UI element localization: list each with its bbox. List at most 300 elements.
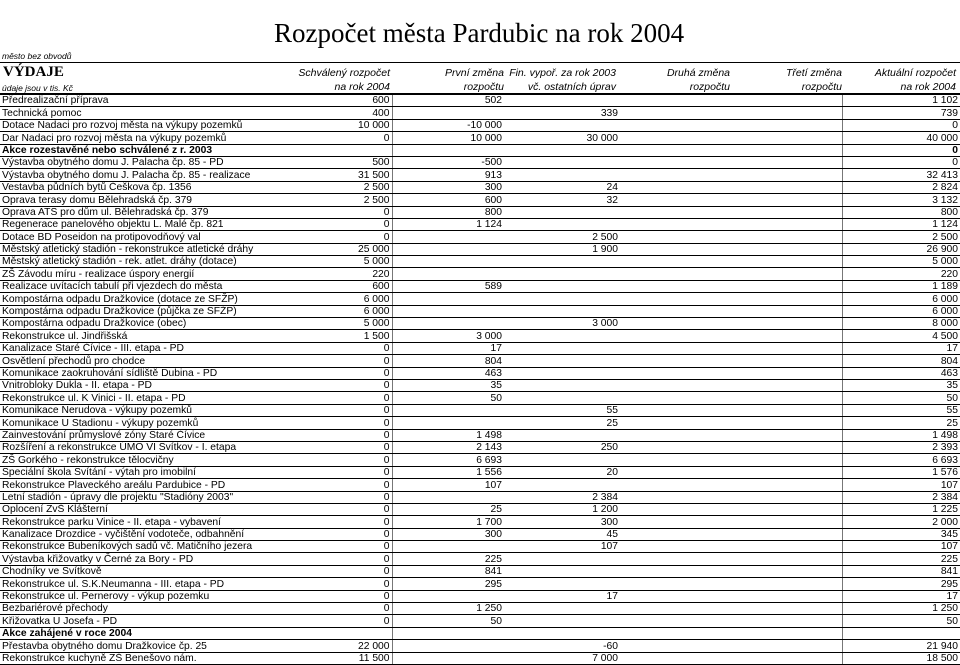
cell-col-1: 5 000 bbox=[270, 318, 392, 330]
cell-col-2: 3 000 bbox=[392, 330, 504, 342]
row-label: Dar Nadaci pro rozvoj města na výkupy pozemků bbox=[0, 132, 270, 144]
cell-col-1: 1 500 bbox=[270, 330, 392, 342]
cell-col-4 bbox=[620, 318, 730, 330]
cell-col-1: 0 bbox=[270, 503, 392, 515]
cell-col-2: 107 bbox=[392, 479, 504, 491]
cell-col-2 bbox=[392, 640, 504, 652]
cell-col-2: 589 bbox=[392, 280, 504, 292]
cell-col-2 bbox=[392, 243, 504, 255]
cell-col-6: 345 bbox=[842, 528, 960, 540]
cell-col-6: 55 bbox=[842, 404, 960, 416]
cell-col-2 bbox=[392, 107, 504, 119]
row-label: Vnitrobloky Dukla - II. etapa - PD bbox=[0, 379, 270, 391]
cell-col-6: 2 824 bbox=[842, 181, 960, 193]
row-label: Předrealizační příprava bbox=[0, 95, 270, 107]
cell-col-2 bbox=[392, 491, 504, 503]
row-label: Technická pomoc bbox=[0, 107, 270, 119]
cell-col-6: 1 124 bbox=[842, 218, 960, 230]
cell-col-4 bbox=[620, 355, 730, 367]
cell-col-4 bbox=[620, 528, 730, 540]
table-row bbox=[0, 342, 960, 354]
cell-col-3 bbox=[504, 553, 620, 565]
table-row bbox=[0, 107, 960, 119]
cell-col-4 bbox=[620, 330, 730, 342]
budget-table-body bbox=[0, 95, 960, 664]
cell-col-3: 300 bbox=[504, 516, 620, 528]
cell-col-6: 220 bbox=[842, 268, 960, 280]
col-header-5-line1: Třetí změna bbox=[785, 67, 842, 79]
cell-col-3: -60 bbox=[504, 640, 620, 652]
cell-col-3 bbox=[504, 95, 620, 107]
scope-note: město bez obvodů bbox=[2, 51, 72, 61]
cell-col-6: 107 bbox=[842, 479, 960, 491]
cell-col-5 bbox=[730, 640, 842, 652]
cell-col-4 bbox=[620, 194, 730, 206]
table-row bbox=[0, 528, 960, 540]
row-label: Městský atletický stadión - rekonstrukce atletické dráhy bbox=[0, 243, 270, 255]
cell-col-3: 1 200 bbox=[504, 503, 620, 515]
row-label: Rekonstrukce ul. K Vinici - II. etapa - PD bbox=[0, 392, 270, 404]
table-row bbox=[0, 392, 960, 404]
cell-col-5 bbox=[730, 578, 842, 590]
cell-col-1: 600 bbox=[270, 95, 392, 107]
cell-col-2 bbox=[392, 305, 504, 317]
row-label: Kompostárna odpadu Dražkovice (dotace ze SFŽP) bbox=[0, 293, 270, 305]
cell-col-3: 25 bbox=[504, 417, 620, 429]
cell-col-5 bbox=[730, 280, 842, 292]
cell-col-4 bbox=[620, 590, 730, 602]
table-row bbox=[0, 565, 960, 577]
cell-col-2: 1 124 bbox=[392, 218, 504, 230]
col-header-3-line1: Fin. vypoř. za rok 2003 bbox=[509, 67, 616, 79]
cell-col-4 bbox=[620, 615, 730, 627]
cell-col-6: 1 576 bbox=[842, 466, 960, 478]
cell-col-3 bbox=[504, 256, 620, 268]
cell-col-1: 0 bbox=[270, 541, 392, 553]
cell-col-5 bbox=[730, 565, 842, 577]
units-note: údaje jsou v tis. Kč bbox=[2, 83, 73, 93]
cell-col-1: 0 bbox=[270, 367, 392, 379]
cell-col-6: 5 000 bbox=[842, 256, 960, 268]
row-label: Komunikace Nerudova - výkupy pozemků bbox=[0, 404, 270, 416]
cell-col-4 bbox=[620, 342, 730, 354]
cell-col-5 bbox=[730, 144, 842, 156]
cell-col-5 bbox=[730, 107, 842, 119]
cell-col-2 bbox=[392, 231, 504, 243]
cell-col-3: 1 900 bbox=[504, 243, 620, 255]
cell-col-1: 0 bbox=[270, 615, 392, 627]
cell-col-5 bbox=[730, 169, 842, 181]
cell-col-5 bbox=[730, 404, 842, 416]
cell-col-2: 2 143 bbox=[392, 441, 504, 453]
table-row bbox=[0, 194, 960, 206]
cell-col-2 bbox=[392, 318, 504, 330]
cell-col-4 bbox=[620, 305, 730, 317]
row-label: Oprava terasy domu Bělehradská čp. 379 bbox=[0, 194, 270, 206]
row-label: Chodníky ve Svítkově bbox=[0, 565, 270, 577]
cell-col-3 bbox=[504, 169, 620, 181]
cell-col-5 bbox=[730, 441, 842, 453]
table-row bbox=[0, 280, 960, 292]
cell-col-6: 6 693 bbox=[842, 454, 960, 466]
cell-col-1: 0 bbox=[270, 132, 392, 144]
row-label: Rekonstrukce ul. S.K.Neumanna - III. etapa - PD bbox=[0, 578, 270, 590]
cell-col-3: 250 bbox=[504, 441, 620, 453]
cell-col-5 bbox=[730, 330, 842, 342]
cell-col-1: 0 bbox=[270, 479, 392, 491]
cell-col-3 bbox=[504, 156, 620, 168]
cell-col-4 bbox=[620, 466, 730, 478]
cell-col-3: 45 bbox=[504, 528, 620, 540]
row-label: Akce zahájené v roce 2004 bbox=[0, 627, 270, 639]
row-label: Rozšíření a rekonstrukce ÚMO VI Svítkov - I. etapa bbox=[0, 441, 270, 453]
cell-col-6: 21 940 bbox=[842, 640, 960, 652]
cell-col-4 bbox=[620, 181, 730, 193]
cell-col-1: 400 bbox=[270, 107, 392, 119]
cell-col-3 bbox=[504, 119, 620, 131]
cell-col-3 bbox=[504, 144, 620, 156]
cell-col-2 bbox=[392, 417, 504, 429]
cell-col-6: 2 000 bbox=[842, 516, 960, 528]
table-row bbox=[0, 441, 960, 453]
cell-col-2 bbox=[392, 590, 504, 602]
cell-col-4 bbox=[620, 95, 730, 107]
cell-col-3 bbox=[504, 355, 620, 367]
cell-col-2: 10 000 bbox=[392, 132, 504, 144]
row-label: ZŠ Závodu míru - realizace úspory energií bbox=[0, 268, 270, 280]
cell-col-4 bbox=[620, 231, 730, 243]
table-row bbox=[0, 231, 960, 243]
cell-col-2: 6 693 bbox=[392, 454, 504, 466]
cell-col-1: 0 bbox=[270, 404, 392, 416]
cell-col-2 bbox=[392, 541, 504, 553]
cell-col-4 bbox=[620, 479, 730, 491]
cell-col-3: 17 bbox=[504, 590, 620, 602]
cell-col-3 bbox=[504, 342, 620, 354]
cell-col-4 bbox=[620, 441, 730, 453]
cell-col-4 bbox=[620, 516, 730, 528]
cell-col-4 bbox=[620, 280, 730, 292]
table-row bbox=[0, 367, 960, 379]
cell-col-1: 0 bbox=[270, 429, 392, 441]
cell-col-3 bbox=[504, 379, 620, 391]
cell-col-1: 0 bbox=[270, 392, 392, 404]
cell-col-4 bbox=[620, 206, 730, 218]
table-row bbox=[0, 144, 960, 156]
col-header-5-line2: rozpočtu bbox=[801, 81, 842, 93]
row-label: Akce rozestavěné nebo schválené z r. 2003 bbox=[0, 144, 270, 156]
cell-col-5 bbox=[730, 132, 842, 144]
cell-col-3: 107 bbox=[504, 541, 620, 553]
cell-col-5 bbox=[730, 429, 842, 441]
cell-col-4 bbox=[620, 268, 730, 280]
cell-col-5 bbox=[730, 652, 842, 664]
cell-col-1: 2 500 bbox=[270, 181, 392, 193]
cell-col-4 bbox=[620, 293, 730, 305]
cell-col-2: 300 bbox=[392, 528, 504, 540]
cell-col-3: 20 bbox=[504, 466, 620, 478]
cell-col-4 bbox=[620, 404, 730, 416]
row-label: Dotace Nadaci pro rozvoj města na výkupy pozemků bbox=[0, 119, 270, 131]
cell-col-3 bbox=[504, 330, 620, 342]
cell-col-1: 0 bbox=[270, 231, 392, 243]
cell-col-2: 1 700 bbox=[392, 516, 504, 528]
table-row bbox=[0, 466, 960, 478]
cell-col-3: 3 000 bbox=[504, 318, 620, 330]
cell-col-4 bbox=[620, 627, 730, 639]
cell-col-5 bbox=[730, 454, 842, 466]
row-label: Vestavba půdních bytů Češkova čp. 1356 bbox=[0, 181, 270, 193]
cell-col-6: 2 500 bbox=[842, 231, 960, 243]
table-row bbox=[0, 293, 960, 305]
table-row bbox=[0, 454, 960, 466]
cell-col-2: 804 bbox=[392, 355, 504, 367]
cell-col-4 bbox=[620, 417, 730, 429]
page-title: Rozpočet města Pardubic na rok 2004 bbox=[274, 18, 685, 48]
cell-col-2: 25 bbox=[392, 503, 504, 515]
cell-col-5 bbox=[730, 541, 842, 553]
table-row bbox=[0, 503, 960, 515]
cell-col-5 bbox=[730, 181, 842, 193]
cell-col-4 bbox=[620, 491, 730, 503]
cell-col-6: 18 500 bbox=[842, 652, 960, 664]
row-label: ZŠ Gorkého - rekonstrukce tělocvičny bbox=[0, 454, 270, 466]
cell-col-6: 4 500 bbox=[842, 330, 960, 342]
row-label: Rekonstrukce parku Vinice - II. etapa - vybavení bbox=[0, 516, 270, 528]
cell-col-6: 25 bbox=[842, 417, 960, 429]
cell-col-6: 1 102 bbox=[842, 95, 960, 107]
cell-col-6: 0 bbox=[842, 144, 960, 156]
cell-col-2: -10 000 bbox=[392, 119, 504, 131]
cell-col-4 bbox=[620, 243, 730, 255]
cell-col-4 bbox=[620, 652, 730, 664]
table-row bbox=[0, 429, 960, 441]
row-label: Výstavba křižovatky v Černé za Bory - PD bbox=[0, 553, 270, 565]
cell-col-4 bbox=[620, 156, 730, 168]
cell-col-1: 0 bbox=[270, 417, 392, 429]
table-row bbox=[0, 553, 960, 565]
cell-col-5 bbox=[730, 479, 842, 491]
cell-col-3 bbox=[504, 429, 620, 441]
cell-col-6: 35 bbox=[842, 379, 960, 391]
cell-col-1: 0 bbox=[270, 355, 392, 367]
table-row bbox=[0, 119, 960, 131]
cell-col-5 bbox=[730, 503, 842, 515]
cell-col-4 bbox=[620, 578, 730, 590]
cell-col-4 bbox=[620, 169, 730, 181]
cell-col-3 bbox=[504, 627, 620, 639]
row-label: Bezbariérové přechody bbox=[0, 603, 270, 615]
cell-col-1: 0 bbox=[270, 218, 392, 230]
cell-col-5 bbox=[730, 627, 842, 639]
header-top-rule bbox=[0, 62, 960, 63]
row-label: Kanalizace Staré Čívice - III. etapa - PD bbox=[0, 342, 270, 354]
cell-col-3 bbox=[504, 454, 620, 466]
row-label: Komunikace zaokruhování sídliště Dubina - PD bbox=[0, 367, 270, 379]
table-row bbox=[0, 417, 960, 429]
cell-col-5 bbox=[730, 466, 842, 478]
cell-col-6: 1 225 bbox=[842, 503, 960, 515]
cell-col-2: 225 bbox=[392, 553, 504, 565]
cell-col-2: 841 bbox=[392, 565, 504, 577]
cell-col-5 bbox=[730, 218, 842, 230]
cell-col-3 bbox=[504, 218, 620, 230]
cell-col-1: 600 bbox=[270, 280, 392, 292]
cell-col-5 bbox=[730, 293, 842, 305]
cell-col-1: 0 bbox=[270, 466, 392, 478]
cell-col-5 bbox=[730, 231, 842, 243]
cell-col-4 bbox=[620, 379, 730, 391]
cell-col-5 bbox=[730, 206, 842, 218]
cell-col-4 bbox=[620, 503, 730, 515]
cell-col-3: 24 bbox=[504, 181, 620, 193]
cell-col-5 bbox=[730, 119, 842, 131]
cell-col-5 bbox=[730, 95, 842, 107]
cell-col-1: 11 500 bbox=[270, 652, 392, 664]
row-label: Rekonstrukce ul. Pernerovy - výkup pozemku bbox=[0, 590, 270, 602]
cell-col-3: 2 384 bbox=[504, 491, 620, 503]
cell-col-2: 50 bbox=[392, 392, 504, 404]
cell-col-1: 0 bbox=[270, 590, 392, 602]
cell-col-6: 1 250 bbox=[842, 603, 960, 615]
row-label: Rekonstrukce ul. Jindřišská bbox=[0, 330, 270, 342]
cell-col-4 bbox=[620, 603, 730, 615]
table-row bbox=[0, 330, 960, 342]
cell-col-3: 30 000 bbox=[504, 132, 620, 144]
cell-col-3 bbox=[504, 392, 620, 404]
cell-col-2: 17 bbox=[392, 342, 504, 354]
cell-col-2: 463 bbox=[392, 367, 504, 379]
cell-col-6 bbox=[842, 627, 960, 639]
cell-col-6: 32 413 bbox=[842, 169, 960, 181]
row-label: Kompostárna odpadu Dražkovice (obec) bbox=[0, 318, 270, 330]
cell-col-5 bbox=[730, 342, 842, 354]
cell-col-5 bbox=[730, 318, 842, 330]
cell-col-6: 26 900 bbox=[842, 243, 960, 255]
table-row bbox=[0, 206, 960, 218]
cell-col-1: 0 bbox=[270, 454, 392, 466]
cell-col-2: 800 bbox=[392, 206, 504, 218]
cell-col-1: 6 000 bbox=[270, 305, 392, 317]
cell-col-4 bbox=[620, 392, 730, 404]
cell-col-6: 841 bbox=[842, 565, 960, 577]
cell-col-5 bbox=[730, 590, 842, 602]
cell-col-1: 0 bbox=[270, 553, 392, 565]
cell-col-1 bbox=[270, 627, 392, 639]
cell-col-5 bbox=[730, 367, 842, 379]
cell-col-4 bbox=[620, 429, 730, 441]
table-row bbox=[0, 305, 960, 317]
cell-col-2 bbox=[392, 404, 504, 416]
cell-col-4 bbox=[620, 107, 730, 119]
cell-col-1: 0 bbox=[270, 342, 392, 354]
cell-col-4 bbox=[620, 454, 730, 466]
table-row bbox=[0, 516, 960, 528]
table-row bbox=[0, 243, 960, 255]
table-row bbox=[0, 404, 960, 416]
cell-col-3 bbox=[504, 367, 620, 379]
cell-col-4 bbox=[620, 144, 730, 156]
cell-col-5 bbox=[730, 305, 842, 317]
cell-col-4 bbox=[620, 119, 730, 131]
cell-col-6: 6 000 bbox=[842, 305, 960, 317]
row-label: Městský atletický stadión - rek. atlet. dráhy (dotace) bbox=[0, 256, 270, 268]
cell-col-3 bbox=[504, 206, 620, 218]
cell-col-4 bbox=[620, 541, 730, 553]
cell-col-5 bbox=[730, 528, 842, 540]
cell-col-6: 107 bbox=[842, 541, 960, 553]
cell-col-1: 31 500 bbox=[270, 169, 392, 181]
table-row bbox=[0, 603, 960, 615]
cell-col-2: 1 250 bbox=[392, 603, 504, 615]
cell-col-1: 220 bbox=[270, 268, 392, 280]
cell-col-5 bbox=[730, 243, 842, 255]
cell-col-6: 2 384 bbox=[842, 491, 960, 503]
cell-col-5 bbox=[730, 156, 842, 168]
cell-col-6: 40 000 bbox=[842, 132, 960, 144]
cell-col-3 bbox=[504, 280, 620, 292]
table-row bbox=[0, 218, 960, 230]
cell-col-3 bbox=[504, 268, 620, 280]
table-row bbox=[0, 590, 960, 602]
table-row bbox=[0, 95, 960, 107]
cell-col-3: 339 bbox=[504, 107, 620, 119]
cell-col-2: 50 bbox=[392, 615, 504, 627]
cell-col-1: 0 bbox=[270, 206, 392, 218]
cell-col-3: 55 bbox=[504, 404, 620, 416]
cell-col-6: 0 bbox=[842, 156, 960, 168]
cell-col-1: 0 bbox=[270, 603, 392, 615]
cell-col-2: 300 bbox=[392, 181, 504, 193]
cell-col-6: 50 bbox=[842, 615, 960, 627]
cell-col-6: 6 000 bbox=[842, 293, 960, 305]
cell-col-2 bbox=[392, 268, 504, 280]
cell-col-1: 0 bbox=[270, 491, 392, 503]
cell-col-2: 502 bbox=[392, 95, 504, 107]
cell-col-2: 1 556 bbox=[392, 466, 504, 478]
row-label: Křižovatka U Josefa - PD bbox=[0, 615, 270, 627]
row-label: Osvětlení přechodů pro chodce bbox=[0, 355, 270, 367]
table-row bbox=[0, 268, 960, 280]
row-label: Kanalizace Drozdice - vyčištění vodoteče, odbahnění bbox=[0, 528, 270, 540]
cell-col-6: 295 bbox=[842, 578, 960, 590]
cell-col-5 bbox=[730, 615, 842, 627]
cell-col-1: 0 bbox=[270, 565, 392, 577]
cell-col-3: 2 500 bbox=[504, 231, 620, 243]
col-header-4-line2: rozpočtu bbox=[689, 81, 730, 93]
row-label: Kompostárna odpadu Dražkovice (půjčka ze SFŽP) bbox=[0, 305, 270, 317]
cell-col-5 bbox=[730, 553, 842, 565]
cell-col-5 bbox=[730, 194, 842, 206]
col-header-6-line1: Aktuální rozpočet bbox=[874, 67, 956, 79]
cell-col-5 bbox=[730, 491, 842, 503]
cell-col-6: 2 393 bbox=[842, 441, 960, 453]
table-row bbox=[0, 256, 960, 268]
cell-col-3 bbox=[504, 293, 620, 305]
cell-col-1 bbox=[270, 144, 392, 156]
cell-col-3 bbox=[504, 578, 620, 590]
table-row bbox=[0, 615, 960, 627]
row-label: Dotace BD Poseidon na protipovodňový val bbox=[0, 231, 270, 243]
cell-col-4 bbox=[620, 553, 730, 565]
cell-col-1: 0 bbox=[270, 441, 392, 453]
cell-col-1: 0 bbox=[270, 379, 392, 391]
row-label: Výstavba obytného domu J. Palacha čp. 85 - PD bbox=[0, 156, 270, 168]
table-row bbox=[0, 640, 960, 652]
cell-col-3 bbox=[504, 305, 620, 317]
cell-col-1: 0 bbox=[270, 578, 392, 590]
cell-col-1: 0 bbox=[270, 528, 392, 540]
